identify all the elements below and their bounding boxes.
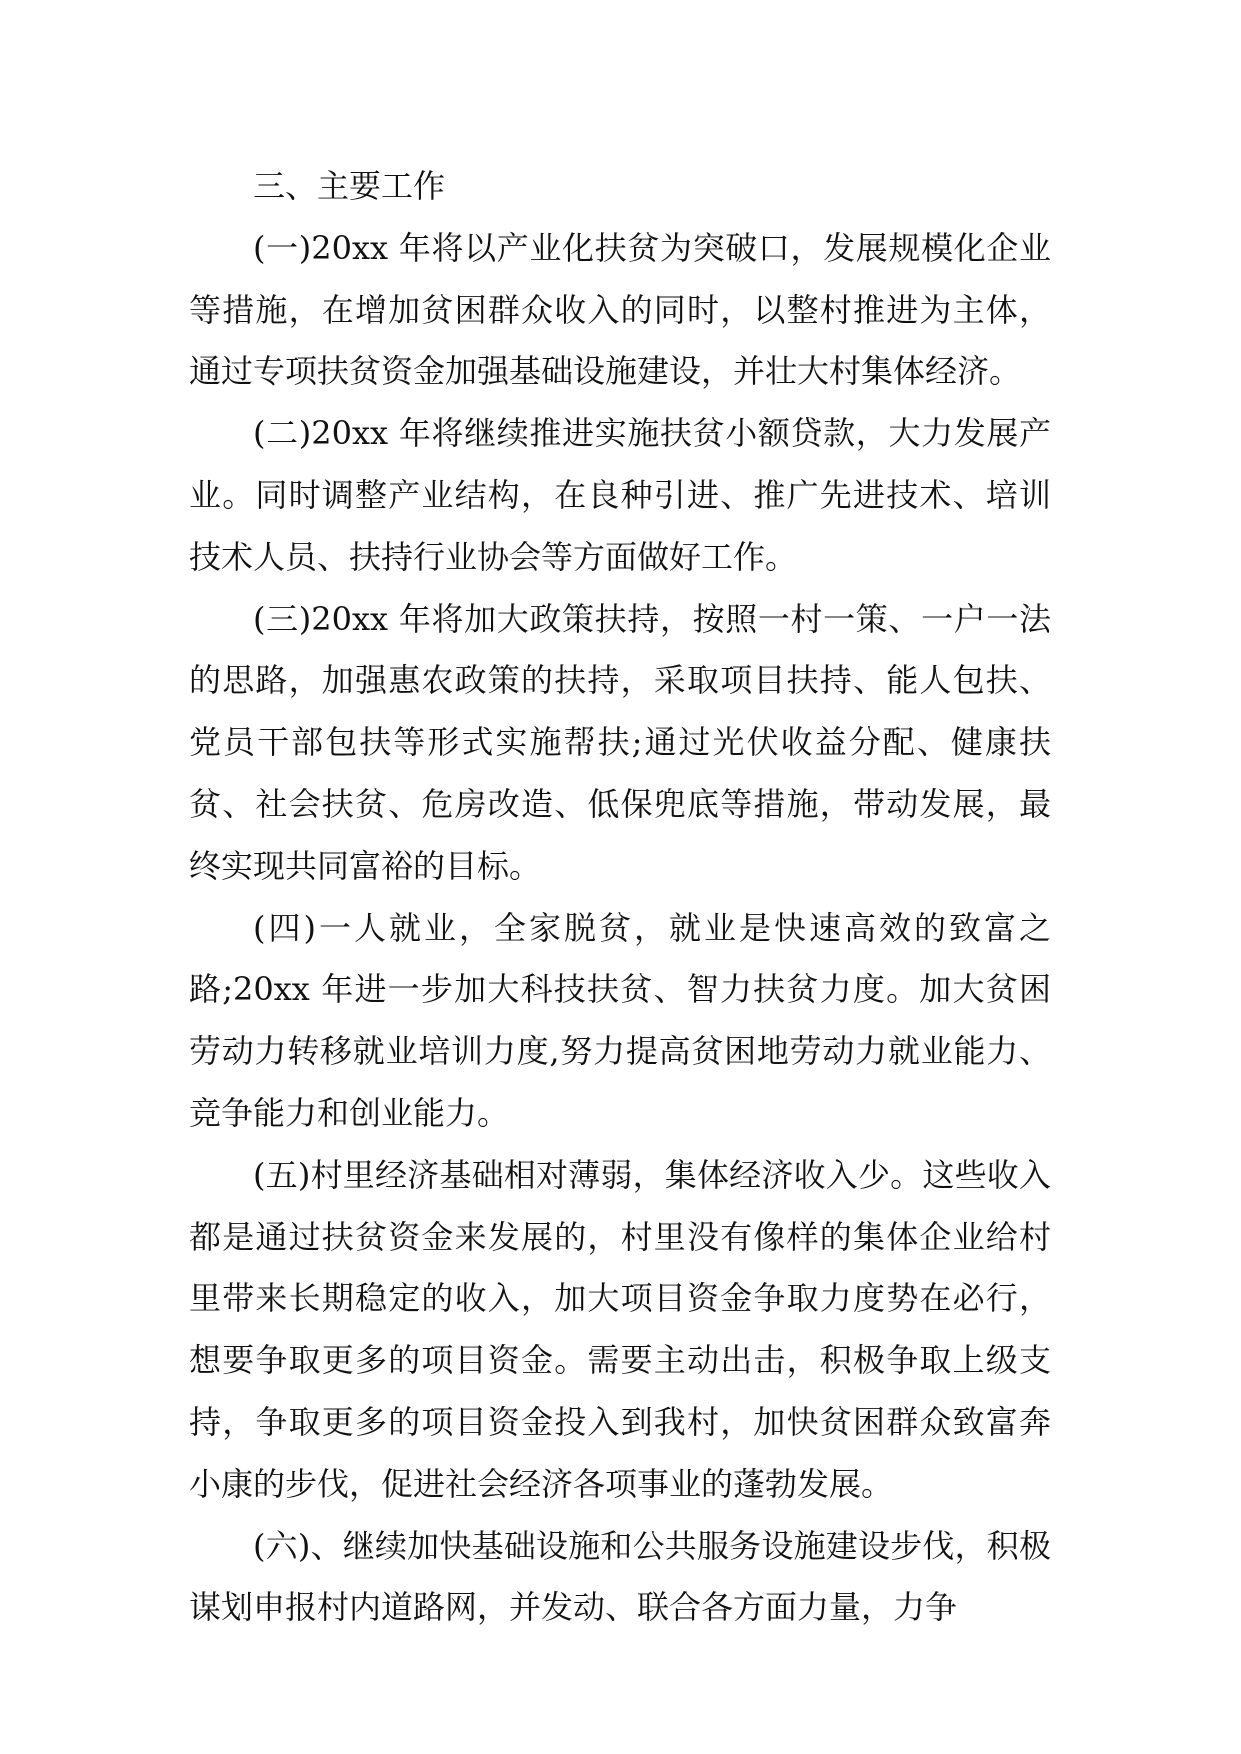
paragraph-2: (二)20xx 年将继续推进实施扶贫小额贷款，大力发展产业。同时调整产业结构，在良种引进、推广先进技术、培训技术人员、扶持行业协会等方面做好工作。	[189, 414, 1051, 576]
paragraph-4: (四)一人就业，全家脱贫，就业是快速高效的致富之路;20xx 年进一步加大科技扶贫、智力扶贫力度。加大贫困劳动力转移就业培训力度,努力提高贫困地劳动力就业能力、竞争能力和创业能力。	[189, 908, 1051, 1132]
paragraph-3: (三)20xx 年将加大政策扶持，按照一村一策、一户一法的思路，加强惠农政策的扶持，采取项目扶持、能人包扶、党员干部包扶等形式实施帮扶;通过光伏收益分配、健康扶贫、社会扶贫、危房改造、低保兜底等措施，带动发展，最终实现共同富裕的目标。	[189, 599, 1051, 885]
document-body	[189, 156, 1051, 1639]
paragraph-1: (一)20xx 年将以产业化扶贫为突破口，发展规模化企业等措施，在增加贫困群众收入的同时，以整村推进为主体，通过专项扶贫资金加强基础设施建设，并壮大村集体经济。	[189, 228, 1051, 391]
paragraph-6: (六)、继续加快基础设施和公共服务设施建设步伐，积极谋划申报村内道路网，并发动、联合各方面力量，力争	[189, 1526, 1051, 1627]
paragraph-5: (五)村里经济基础相对薄弱，集体经济收入少。这些收入都是通过扶贫资金来发展的，村里没有像样的集体企业给村里带来长期稳定的收入，加大项目资金争取力度势在必行，想要争取更多的项目资金。需要主动出击，积极争取上级支持，争取更多的项目资金投入到我村，加快贫困群众致富奔小康的步伐，促进社会经济各项事业的蓬勃发展。	[189, 1155, 1051, 1503]
section-heading: 三、主要工作	[253, 167, 446, 205]
